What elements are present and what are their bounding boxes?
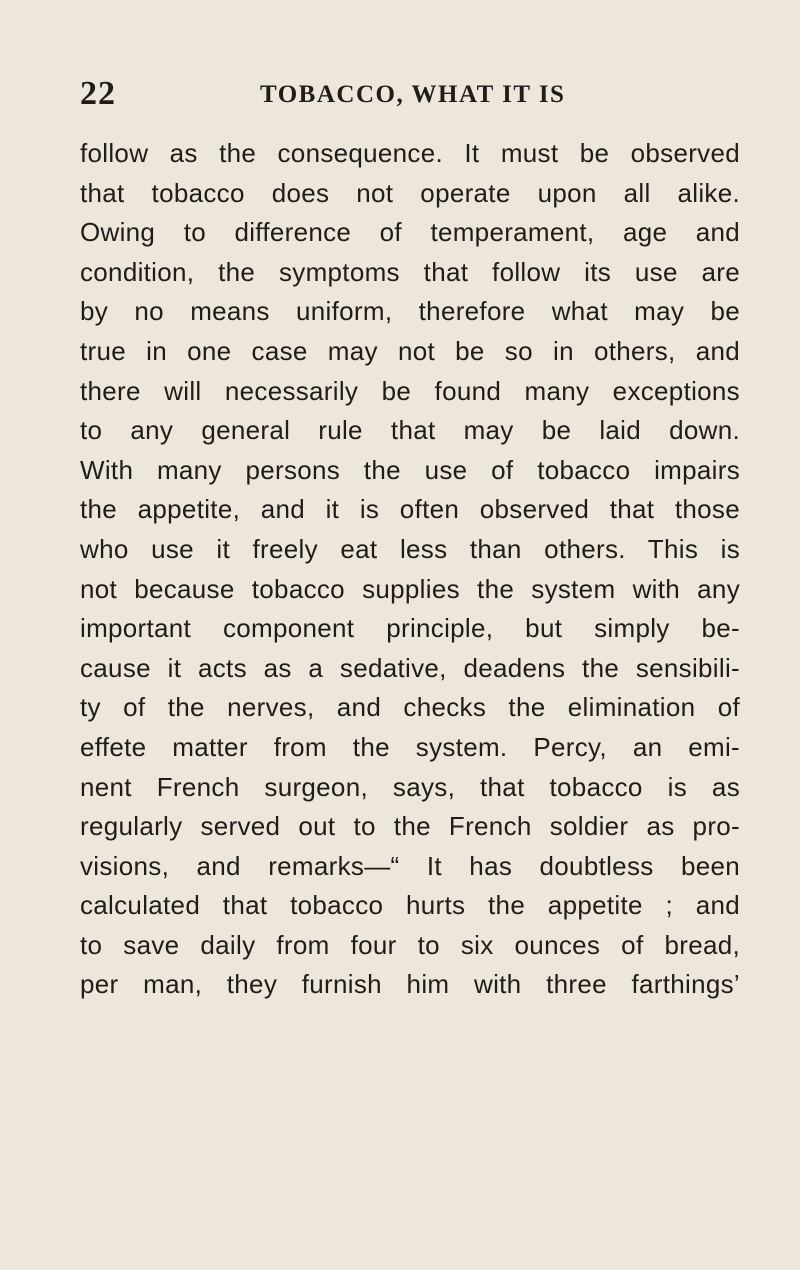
text-line: effete matter from the system. Percy, an emi- [80,731,740,762]
text-line: true in one case may not be so in others, and [80,335,740,366]
text-line: visions, and remarks—“ It has doubtless been [80,850,740,881]
text-line: per man, they furnish him with three farthings’ [80,969,740,1000]
text-line: ty of the nerves, and checks the elimination of [80,692,740,723]
text-line: calculated that tobacco hurts the appetite ; and [80,890,740,921]
text-line: not because tobacco supplies the system with any [80,573,740,604]
text-line: to any general rule that may be laid down. [80,415,740,446]
text-line: With many persons the use of tobacco impairs [80,454,740,485]
text-line: regularly served out to the French soldier as pro- [80,811,740,842]
text-line: to save daily from four to six ounces of bread, [80,929,740,960]
text-line: the appetite, and it is often observed that those [80,494,740,525]
page-number: 22 [80,75,116,112]
text-line: cause it acts as a sedative, deadens the sensibili- [80,652,740,683]
text-line: that tobacco does not operate upon all alike. [80,177,740,208]
text-line: Owing to difference of temperament, age and [80,217,740,248]
text-line: condition, the symptoms that follow its use are [80,256,740,287]
body-text [80,134,740,1005]
text-line: there will necessarily be found many exceptions [80,375,740,406]
text-line: by no means uniform, therefore what may be [80,296,740,327]
page-header [80,74,730,114]
text-line: follow as the consequence. It must be observed [80,138,740,168]
text-line: nent French surgeon, says, that tobacco is as [80,771,740,802]
running-title: TOBACCO, WHAT IT IS [260,81,566,108]
text-line: important component principle, but simply be- [80,613,740,644]
text-line: who use it freely eat less than others. This is [80,533,740,564]
